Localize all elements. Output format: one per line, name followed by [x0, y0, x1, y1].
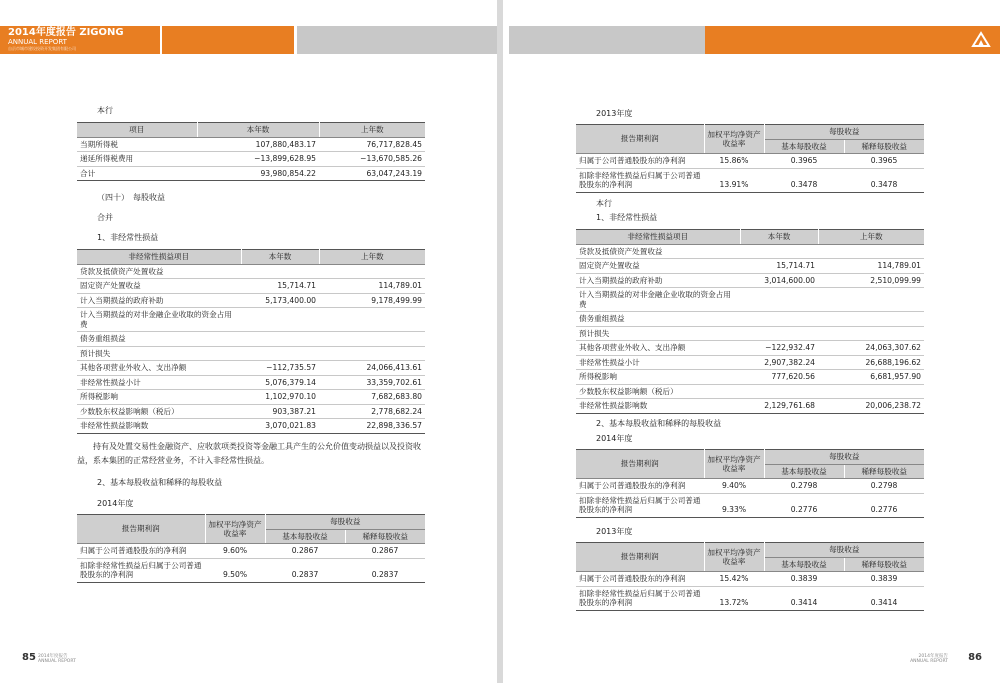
table-row: [576, 312, 924, 327]
value-cell: [740, 312, 818, 327]
value-cell: −112,735.57: [241, 361, 319, 376]
column-header: 上年数: [319, 250, 425, 265]
value-cell: 0.3478: [844, 168, 924, 192]
value-cell: 0.3965: [844, 154, 924, 169]
note-paragraph: 持有及处置交易性金融资产、应收款项类投资等金融工具产生的公允价值变动损益以及投资收益，系本集团的正常经营业务，不计入非经常性损益。: [77, 442, 421, 465]
nonrecurring-table-bank: [576, 229, 924, 414]
row-label: 其他各项营业外收入、支出净额: [576, 341, 740, 356]
value-cell: 3,070,021.83: [241, 419, 319, 434]
value-cell: [818, 288, 924, 312]
value-cell: 0.3414: [764, 586, 844, 610]
row-label: 非经常性损益小计: [77, 375, 241, 390]
value-cell: [818, 384, 924, 399]
value-cell: 9.40%: [704, 479, 764, 494]
header-roe: 加权平均净资产收益率: [704, 125, 764, 154]
table-row: [576, 370, 924, 385]
value-cell: 3,014,600.00: [740, 273, 818, 288]
logo-company: 自贡市城市建设投资开发集团有限公司: [8, 46, 76, 51]
value-cell: 15,714.71: [241, 279, 319, 294]
column-header: 非经常性损益项目: [576, 230, 740, 245]
row-label: 其他各项营业外收入、支出净额: [77, 361, 241, 376]
value-cell: 2,510,099.99: [818, 273, 924, 288]
header-basic-eps: 基本每股收益: [265, 529, 345, 544]
value-cell: [319, 308, 425, 332]
value-cell: [241, 332, 319, 347]
header-eps: 每股收益: [764, 543, 924, 558]
income-tax-table: [77, 122, 425, 181]
value-cell: 5,076,379.14: [241, 375, 319, 390]
value-cell: −13,670,585.26: [319, 152, 425, 167]
table-row: [576, 288, 924, 312]
table-row: [77, 264, 425, 279]
row-label: 预计损失: [576, 326, 740, 341]
row-label: 债务重组损益: [77, 332, 241, 347]
value-cell: 9.33%: [704, 493, 764, 517]
value-cell: 9.60%: [205, 544, 265, 559]
value-cell: 13.91%: [704, 168, 764, 192]
subheading-eps: 2、基本每股收益和稀释的每股收益: [97, 478, 223, 487]
table-row: [576, 244, 924, 259]
page-number-left: 85: [22, 652, 36, 663]
table-row: [576, 154, 924, 169]
header-report-profit: 报告期利润: [576, 543, 704, 572]
value-cell: [241, 308, 319, 332]
label-benhang-right: 本行: [596, 199, 612, 208]
value-cell: [818, 312, 924, 327]
eps-table-2013-bank: [576, 542, 924, 611]
header-report-profit: 报告期利润: [77, 515, 205, 544]
value-cell: 9,178,499.99: [319, 293, 425, 308]
row-label: 少数股东权益影响额（税后）: [77, 404, 241, 419]
header-roe: 加权平均净资产收益率: [704, 450, 764, 479]
report-logo: [8, 28, 124, 51]
value-cell: 15,714.71: [740, 259, 818, 274]
table-row: [576, 384, 924, 399]
row-label: 扣除非经常性损益后归属于公司普通股股东的净利润: [576, 168, 704, 192]
value-cell: −13,899,628.95: [197, 152, 319, 167]
row-label: 合计: [77, 166, 197, 181]
row-label: 所得税影响: [77, 390, 241, 405]
value-cell: 0.2798: [764, 479, 844, 494]
value-cell: 2,907,382.24: [740, 355, 818, 370]
page-footer-left: [38, 654, 76, 664]
row-label: 归属于公司普通股股东的净利润: [576, 154, 704, 169]
row-label: 归属于公司普通股股东的净利润: [576, 479, 704, 494]
table-row: [77, 137, 425, 152]
value-cell: −122,932.47: [740, 341, 818, 356]
section-40-title: （四十） 每股收益: [97, 193, 165, 202]
table-row: [576, 259, 924, 274]
value-cell: 15.86%: [704, 154, 764, 169]
value-cell: 20,006,238.72: [818, 399, 924, 414]
value-cell: 777,620.56: [740, 370, 818, 385]
row-label: 计入当期损益的对非金融企业收取的资金占用费: [77, 308, 241, 332]
row-label: 贷款及抵债资产处置收益: [77, 264, 241, 279]
row-label: 归属于公司普通股股东的净利润: [576, 572, 704, 587]
left-page: [0, 0, 497, 683]
value-cell: 63,047,243.19: [319, 166, 425, 181]
eps-table-2013-consolidated: [576, 124, 924, 193]
label-benhang: 本行: [97, 106, 113, 115]
year-label-2014-right: 2014年度: [596, 434, 633, 443]
year-label-2014: 2014年度: [97, 499, 134, 508]
value-cell: 26,688,196.62: [818, 355, 924, 370]
row-label: 递延所得税费用: [77, 152, 197, 167]
table-row: [77, 152, 425, 167]
column-header: 本年数: [241, 250, 319, 265]
column-header: 本年数: [197, 123, 319, 138]
value-cell: 0.2837: [345, 558, 425, 582]
eps-table-2014-bank: [576, 449, 924, 518]
value-cell: 76,717,828.45: [319, 137, 425, 152]
value-cell: 0.2837: [265, 558, 345, 582]
logo-title: 2014年度报告: [8, 27, 76, 38]
value-cell: 903,387.21: [241, 404, 319, 419]
value-cell: [319, 332, 425, 347]
logo-subtitle: ANNUAL REPORT: [8, 38, 67, 46]
column-header: 项目: [77, 123, 197, 138]
row-label: 所得税影响: [576, 370, 740, 385]
value-cell: 0.3478: [764, 168, 844, 192]
table-row: [576, 399, 924, 414]
row-label: 债务重组损益: [576, 312, 740, 327]
value-cell: 114,789.01: [319, 279, 425, 294]
subheading-nonrecurring: 1、非经常性损益: [97, 233, 159, 242]
table-row: [576, 586, 924, 610]
value-cell: 24,063,307.62: [818, 341, 924, 356]
subheading-eps-right: 2、基本每股收益和稀释的每股收益: [596, 419, 722, 428]
header-roe: 加权平均净资产收益率: [704, 543, 764, 572]
value-cell: 6,681,957.90: [818, 370, 924, 385]
footer-subtitle: ANNUAL REPORT: [38, 659, 76, 664]
value-cell: 15.42%: [704, 572, 764, 587]
value-cell: 2,778,682.24: [319, 404, 425, 419]
value-cell: 7,682,683.80: [319, 390, 425, 405]
footer-title: 2014年度报告: [918, 654, 948, 659]
year-label-2013-right: 2013年度: [596, 527, 633, 536]
table-row: [576, 168, 924, 192]
value-cell: 24,066,413.61: [319, 361, 425, 376]
page-footer-right: [910, 654, 948, 664]
row-label: 非经常性损益影响数: [576, 399, 740, 414]
value-cell: 33,359,702.61: [319, 375, 425, 390]
table-row: [77, 308, 425, 332]
table-row: [576, 572, 924, 587]
row-label: 预计损失: [77, 346, 241, 361]
header-band-grey: [297, 26, 497, 54]
value-cell: [818, 244, 924, 259]
value-cell: 2,129,761.68: [740, 399, 818, 414]
row-label: 扣除非经常性损益后归属于公司普通股股东的净利润: [77, 558, 205, 582]
table-row: [77, 293, 425, 308]
row-label: 归属于公司普通股股东的净利润: [77, 544, 205, 559]
row-label: 计入当期损益的政府补助: [576, 273, 740, 288]
page-number-right: 86: [968, 652, 982, 663]
row-label: 少数股东权益影响额（税后）: [576, 384, 740, 399]
row-label: 固定资产处置收益: [77, 279, 241, 294]
row-label: 计入当期损益的政府补助: [77, 293, 241, 308]
value-cell: 1,102,970.10: [241, 390, 319, 405]
table-row: [77, 404, 425, 419]
value-cell: 5,173,400.00: [241, 293, 319, 308]
table-row: [77, 361, 425, 376]
header-band-right: [705, 26, 1000, 54]
column-header: 上年数: [319, 123, 425, 138]
row-label: 计入当期损益的对非金融企业收取的资金占用费: [576, 288, 740, 312]
table-row: [77, 419, 425, 434]
brand-mark-icon: [970, 30, 992, 50]
subheading-nonrecurring-right: 1、非经常性损益: [596, 213, 658, 222]
value-cell: 0.2867: [345, 544, 425, 559]
value-cell: 0.2867: [265, 544, 345, 559]
row-label: 固定资产处置收益: [576, 259, 740, 274]
value-cell: 107,880,483.17: [197, 137, 319, 152]
header-basic-eps: 基本每股收益: [764, 139, 844, 154]
header-eps: 每股收益: [764, 450, 924, 465]
header-band-left: [0, 26, 160, 54]
header-report-profit: 报告期利润: [576, 450, 704, 479]
table-row: [576, 493, 924, 517]
value-cell: 0.2798: [844, 479, 924, 494]
value-cell: 0.3839: [844, 572, 924, 587]
row-label: 非经常性损益小计: [576, 355, 740, 370]
table-row: [77, 390, 425, 405]
value-cell: [740, 326, 818, 341]
table-row: [576, 273, 924, 288]
column-header: 本年数: [740, 230, 818, 245]
header-diluted-eps: 稀释每股收益: [844, 139, 924, 154]
value-cell: 114,789.01: [818, 259, 924, 274]
value-cell: [241, 346, 319, 361]
footer-title: 2014年度报告: [38, 654, 68, 659]
year-label-2013-top: 2013年度: [596, 109, 633, 118]
header-basic-eps: 基本每股收益: [764, 464, 844, 479]
value-cell: 13.72%: [704, 586, 764, 610]
table-row: [77, 375, 425, 390]
row-label: 扣除非经常性损益后归属于公司普通股股东的净利润: [576, 586, 704, 610]
header-diluted-eps: 稀释每股收益: [345, 529, 425, 544]
table-row: [576, 355, 924, 370]
header-band-grey-right: [509, 26, 705, 54]
table-row: [77, 544, 425, 559]
row-label: 当期所得税: [77, 137, 197, 152]
table-row: [576, 341, 924, 356]
header-diluted-eps: 稀释每股收益: [844, 464, 924, 479]
header-eps: 每股收益: [764, 125, 924, 140]
nonrecurring-table-consolidated: [77, 249, 425, 434]
header-eps: 每股收益: [265, 515, 425, 530]
table-row: [576, 479, 924, 494]
logo-brand: ZIGONG: [79, 27, 124, 38]
value-cell: 93,980,854.22: [197, 166, 319, 181]
row-label: 贷款及抵债资产处置收益: [576, 244, 740, 259]
header-roe: 加权平均净资产收益率: [205, 515, 265, 544]
value-cell: [740, 244, 818, 259]
value-cell: [818, 326, 924, 341]
value-cell: 0.3839: [764, 572, 844, 587]
value-cell: [319, 346, 425, 361]
header-band-segment: [162, 26, 294, 54]
value-cell: 0.2776: [764, 493, 844, 517]
header-diluted-eps: 稀释每股收益: [844, 557, 924, 572]
header-report-profit: 报告期利润: [576, 125, 704, 154]
eps-table-2014-consolidated: [77, 514, 425, 583]
column-header: 上年数: [818, 230, 924, 245]
label-hebing: 合并: [97, 213, 113, 222]
table-row: [77, 166, 425, 181]
table-row: [77, 346, 425, 361]
value-cell: [319, 264, 425, 279]
value-cell: [241, 264, 319, 279]
value-cell: [740, 384, 818, 399]
footer-subtitle: ANNUAL REPORT: [910, 659, 948, 664]
row-label: 非经常性损益影响数: [77, 419, 241, 434]
table-row: [77, 558, 425, 582]
right-page: [503, 0, 1000, 683]
table-row: [77, 332, 425, 347]
table-row: [77, 279, 425, 294]
value-cell: 9.50%: [205, 558, 265, 582]
value-cell: 0.3414: [844, 586, 924, 610]
table-row: [576, 326, 924, 341]
column-header: 非经常性损益项目: [77, 250, 241, 265]
value-cell: [740, 288, 818, 312]
value-cell: 22,898,336.57: [319, 419, 425, 434]
header-basic-eps: 基本每股收益: [764, 557, 844, 572]
value-cell: 0.3965: [764, 154, 844, 169]
row-label: 扣除非经常性损益后归属于公司普通股股东的净利润: [576, 493, 704, 517]
value-cell: 0.2776: [844, 493, 924, 517]
